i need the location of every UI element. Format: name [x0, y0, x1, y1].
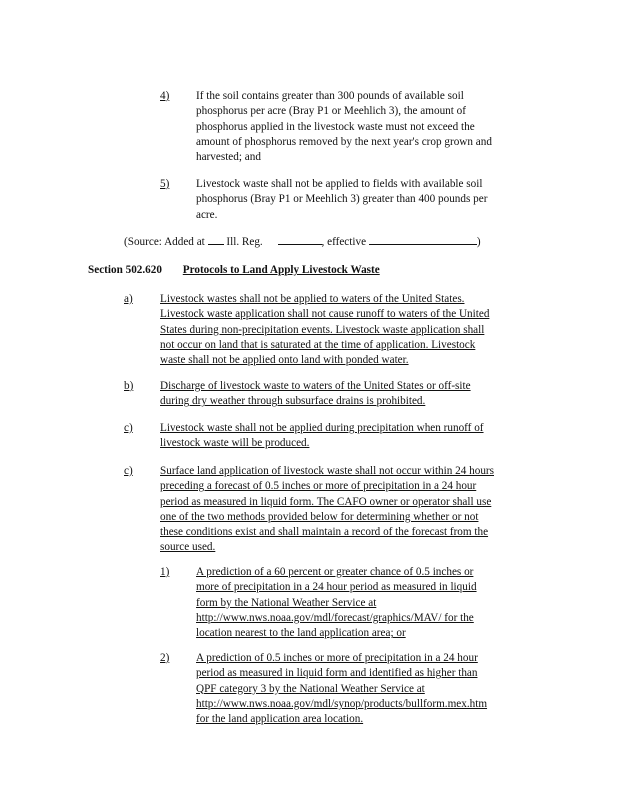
item-4-line-1: If the soil contains greater than 300 pounds of available soil — [196, 90, 464, 102]
paragraph-c-line-2: livestock waste will be produced. — [160, 437, 310, 450]
sub-item-2-line-2: period as measured in liquid form and identified as higher than — [196, 667, 478, 680]
paragraph-b-text — [160, 379, 471, 410]
sub-item-1-text — [196, 565, 477, 641]
item-5-line-1: Livestock waste shall not be applied to fields with available soil — [196, 178, 483, 190]
sub-item-2-text — [196, 651, 487, 727]
item-4-line-5: harvested; and — [196, 151, 261, 164]
sub-item-1-line-2: more of precipitation in a 24 hour period as measured in liquid — [196, 581, 477, 594]
paragraph-c2-line-6: source used. — [160, 541, 216, 554]
sub-item-2-label: 2) — [160, 652, 170, 664]
paragraph-b-line-1: Discharge of livestock waste to waters of the United States or off-site — [160, 380, 471, 392]
paragraph-a-text — [160, 292, 489, 368]
sub-item-1-line-4: http://www.nws.noaa.gov/mdl/forecast/graphics/MAV/ for the — [196, 611, 474, 624]
sub-item-1-line-3: form by the National Weather Service at — [196, 596, 377, 609]
item-4-line-3: phosphorus applied in the livestock waste must not exceed the — [196, 120, 475, 133]
paragraph-a-label: a) — [124, 293, 133, 305]
paragraph-a-line-4: not occur on land that is saturated at the time of application. Livestock — [160, 338, 476, 351]
sub-item-2-line-3: QPF category 3 by the National Weather Service at — [196, 682, 425, 695]
paragraph-c-line-1: Livestock waste shall not be applied during precipitation when runoff of — [160, 422, 484, 434]
sub-item-1-line-5: location nearest to the land application area; or — [196, 627, 406, 640]
section-title: Protocols to Land Apply Livestock Waste — [182, 264, 380, 276]
item-5-line-3: acre. — [196, 208, 218, 221]
section-number: Section 502.620 — [88, 264, 162, 276]
paragraph-a-line-2: Livestock waste application shall not cause runoff to waters of the United — [160, 308, 490, 321]
paragraph-a-line-5: waste shall not be applied onto land with ponded water. — [160, 354, 409, 367]
source-blank-page — [278, 234, 322, 245]
paragraph-c2-line-3: period as measured in liquid form. The CAFO owner or operator shall use — [160, 495, 492, 508]
paragraph-c2-line-4: one of the two methods provided below for determining whether or not — [160, 510, 479, 523]
source-blank-volume — [208, 234, 224, 245]
item-4-line-4: amount of phosphorus removed by the next year's crop grown and — [196, 135, 492, 148]
paragraph-b-line-2: during dry weather through subsurface drains is prohibited. — [160, 395, 426, 408]
paragraph-c2-text — [160, 464, 494, 556]
item-5-label: 5) — [160, 178, 170, 190]
source-note — [124, 234, 481, 250]
sub-item-2-line-1: A prediction of 0.5 inches or more of precipitation in a 24 hour — [196, 652, 478, 664]
paragraph-c-text — [160, 421, 484, 452]
paragraph-a-line-3: States during non-precipitation events. Livestock waste application shall — [160, 323, 485, 336]
sub-item-2-line-4: http://www.nws.noaa.gov/mdl/synop/products/bullform.mex.htm — [196, 697, 488, 710]
item-4-line-2: phosphorus per acre (Bray P1 or Meehlich 3), the amount of — [196, 105, 466, 118]
source-note-effective: , effective — [321, 236, 367, 248]
paragraph-c2-line-5: these conditions exist and shall maintain a record of the forecast from the — [160, 526, 489, 539]
paragraph-c2-label: c) — [124, 465, 133, 477]
source-note-end: ) — [476, 236, 481, 248]
sub-item-1-line-1: A prediction of a 60 percent or greater chance of 0.5 inches or — [196, 566, 474, 578]
sub-item-1-label: 1) — [160, 566, 170, 578]
sub-item-2-line-5: for the land application area location. — [196, 713, 364, 726]
source-note-reg: Ill. Reg. — [226, 236, 263, 248]
section-heading — [88, 263, 380, 278]
source-blank-date — [369, 234, 477, 245]
item-4-label: 4) — [160, 90, 170, 102]
item-5-text — [196, 177, 487, 223]
paragraph-a-line-1: Livestock wastes shall not be applied to waters of the United States. — [160, 293, 465, 305]
paragraph-c2-line-2: preceding a forecast of 0.5 inches or more of precipitation in a 24 hour — [160, 480, 477, 493]
paragraph-c2-line-1: Surface land application of livestock waste shall not occur within 24 hours — [160, 465, 494, 477]
paragraph-c-label: c) — [124, 422, 133, 434]
item-4-text — [196, 89, 492, 165]
paragraph-b-label: b) — [124, 380, 134, 392]
item-5-line-2: phosphorus (Bray P1 or Meehlich 3) greater than 400 pounds per — [196, 193, 488, 206]
source-note-added: (Source: Added at — [124, 236, 205, 248]
